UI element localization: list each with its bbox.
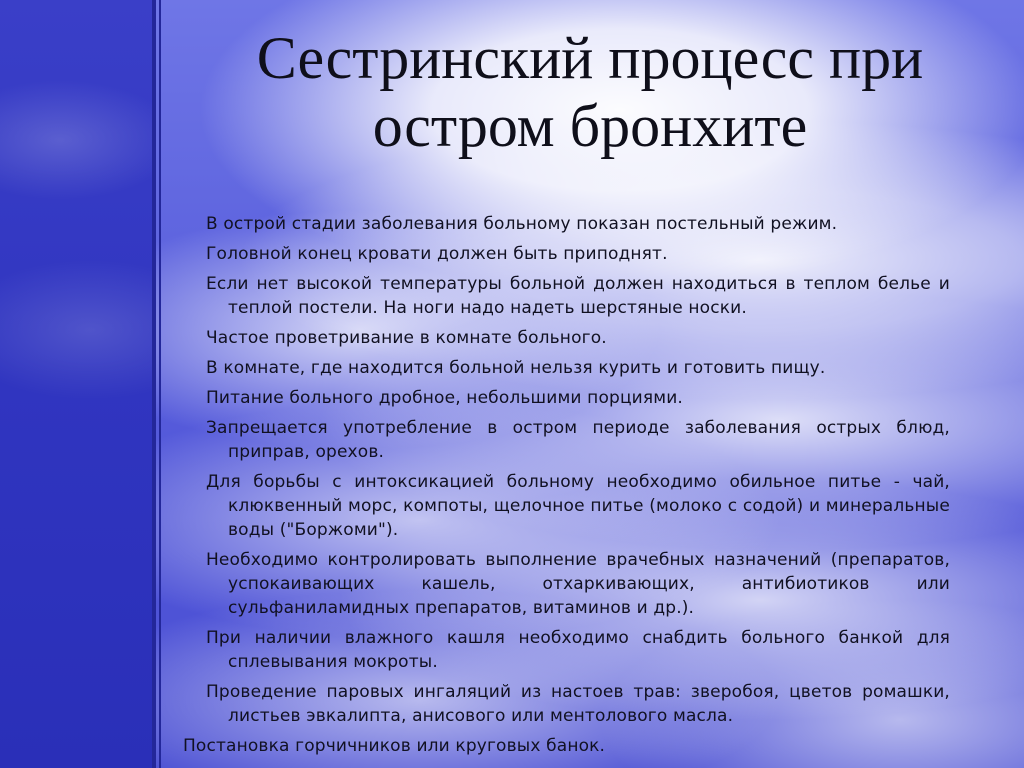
list-item: В острой стадии заболевания больному показан постельный режим. <box>206 214 838 234</box>
list-item: Необходимо контролировать выполнение врачебных назначений (препаратов, успокаивающих кашель, отхаркивающих, антибиотиков или сульфаниламидных препаратов, витаминов и др.). <box>206 550 950 618</box>
left-divider-line <box>152 0 156 768</box>
list-item: При наличии влажного кашля необходимо снабдить больного банкой для сплевывания мокроты. <box>206 628 950 672</box>
list-item: Если нет высокой температуры больной должен находиться в теплом белье и теплой постели. На ноги надо надеть шерстяные носки. <box>206 274 950 318</box>
left-divider-line-thin <box>159 0 161 768</box>
list-item: Питание больного дробное, небольшими порциями. <box>206 388 683 408</box>
slide-content <box>180 212 950 758</box>
list-item: В комнате, где находится больной нельзя курить и готовить пищу. <box>206 358 826 378</box>
list-item: Запрещается употребление в остром периоде заболевания острых блюд, приправ, орехов. <box>206 418 950 462</box>
left-decorative-band <box>0 0 152 768</box>
list-item: Постановка горчичников или круговых банок. <box>183 736 606 756</box>
slide-title: Сестринский процесс при остром бронхите <box>256 25 924 159</box>
list-item: Проведение паровых ингаляций из настоев трав: зверобоя, цветов ромашки, листьев эвкалипта, анисового или ментолового масла. <box>206 682 950 726</box>
list-item: Для борьбы с интоксикацией больному необходимо обильное питье - чай, клюквенный морс, компоты, щелочное питье (молоко с содой) и минеральные воды ("Боржоми"). <box>206 472 950 540</box>
list-item: Головной конец кровати должен быть приподнят. <box>206 244 668 264</box>
list-item: Частое проветривание в комнате больного. <box>206 328 607 348</box>
